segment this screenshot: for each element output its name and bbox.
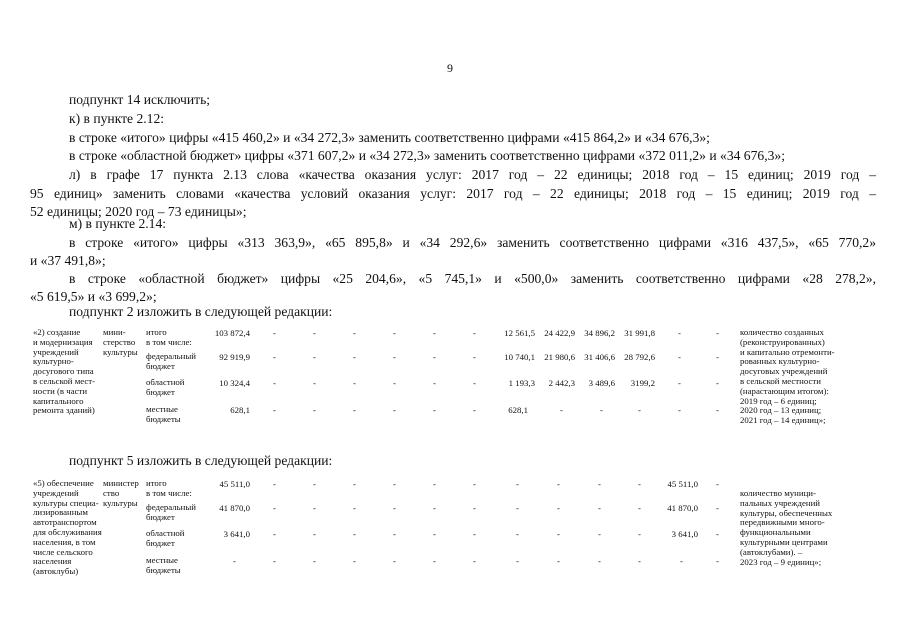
indicator-line: количество муници- [740,488,816,498]
table-2-executor-cell [103,479,143,508]
source-label-line: областной [146,528,185,538]
table-cell-dash: - [313,378,316,388]
table-cell-dash: - [678,378,681,388]
table-cell-dash: - [473,556,476,566]
paragraph: 52 единицы; 2020 год – 73 единицы»; [30,204,247,219]
table-cell-dash: - [716,529,719,539]
table-cell-dash: - [273,352,276,362]
table-cell-dash: - [557,556,560,566]
indicator-line: (нарастающим итогом): [740,385,829,396]
table-cell-dash: - [313,352,316,362]
table-cell-dash: - [433,479,436,489]
source-label-line: федеральный [146,351,196,361]
table-cell-dash: - [557,529,560,539]
table-2-total-cell: 45 511,0 [219,479,250,489]
indicator-line: 2023 год – 9 единиц»; [740,556,822,567]
page-number: 9 [447,61,453,75]
indicator-line: (автоклубами). – [740,546,803,557]
table-2-source-label [146,503,196,523]
table-cell-dash: - [273,328,276,338]
table-1-total-cell: 92 919,9 [219,352,250,362]
table-cell-dash: - [353,405,356,415]
table-cell-dash: - [638,479,641,489]
table-cell-dash: - [433,352,436,362]
table-2-indicator-cell [740,489,870,567]
table-cell-dash: - [353,503,356,513]
indicator-line: и капитально отремонти- [740,346,835,357]
table-cell-dash: - [678,328,681,338]
table-1-value-cell: 2 442,3 [548,378,575,388]
table-cell-dash: - [433,378,436,388]
indicator-line: количество созданных [740,327,824,337]
table-cell-dash: - [716,479,719,489]
table-cell-dash: - [273,378,276,388]
table-cell-dash: - [273,529,276,539]
table-cell-dash: - [516,556,519,566]
table-cell-dash: - [273,479,276,489]
table-2-source-label [146,556,181,576]
table-1-value-cell: 31 406,6 [584,352,615,362]
indicator-line: рованных культурно- [740,356,820,367]
source-label-line: областной [146,377,185,387]
paragraph: в строке «областной бюджет» цифры «25 204,6», «5 745,1» и «500,0» заменить соответственно цифрами «28 278,2», [69,271,876,286]
table-2-name-line: «5) обеспечение [33,478,94,488]
table-1-value-cell: 24 422,9 [544,328,575,338]
table-cell-dash: - [473,529,476,539]
table-1-executor-line: мини- [103,327,126,337]
table-2-value-cell: 45 511,0 [667,479,698,489]
table-cell-dash: - [638,529,641,539]
table-cell-dash: - [716,503,719,513]
table-1-name-line: и модернизация [33,336,93,347]
table-1-value-cell: - [600,405,603,415]
paragraph: 95 единиц» заменить словами «качества условий оказания услуг: 2017 год – 22 единицы; 2018 год – 15 единиц; 2019 год – [30,186,876,201]
table-2-name-line: лизированным [33,507,88,518]
source-label-line: бюджет [146,360,175,371]
paragraph: подпункт 14 исключить; [69,92,211,107]
indicator-line: 2020 год – 13 единиц; [740,405,822,416]
table-1-name-cell [33,328,103,416]
table-cell-dash: - [313,503,316,513]
table-cell-dash: - [716,328,719,338]
table-1-name-line: досугового типа [33,366,94,377]
table-2-executor-line: культуры [103,497,138,508]
table-2-executor-line: министер [103,478,139,488]
table-1-value-cell: - [638,405,641,415]
source-label-line: федеральный [146,502,196,512]
table-cell-dash: - [393,479,396,489]
indicator-line: передвижными много- [740,517,825,528]
indicator-line: 2019 год – 6 единиц; [740,395,817,406]
table-cell-dash: - [353,328,356,338]
table-cell-dash: - [393,405,396,415]
table-cell-dash: - [313,529,316,539]
table-cell-dash: - [433,328,436,338]
indicator-line: культуры, обеспеченных [740,507,833,518]
table-1-name-line: культурно- [33,356,74,367]
indicator-line: культурными центрами [740,536,828,547]
indicator-line: 2021 год – 14 единиц»; [740,415,826,426]
table-2-name-line: автотранспортом [33,517,97,528]
table-1-name-line: ности (в части [33,385,88,396]
table-2-source-label [146,479,192,499]
table-cell-dash: - [433,556,436,566]
table-2-total-cell: - [233,556,236,566]
table-cell-dash: - [598,479,601,489]
table-1-name-line: в сельской мест- [33,375,96,386]
source-label-line: итого [146,478,167,488]
table-cell-dash: - [313,405,316,415]
table-cell-dash: - [598,503,601,513]
table-1-name-line: ремонта зданий) [33,405,95,416]
paragraph: в строке «итого» цифры «415 460,2» и «34 272,3» заменить соответственно цифрами «415 864,2» и «34 676,3»; [69,130,710,145]
table-cell-dash: - [473,503,476,513]
paragraph: в строке «областной бюджет» цифры «371 607,2» и «34 272,3» заменить соответственно цифрами «372 011,2» и «34 676,3»; [69,148,785,163]
table-1-value-cell: 10 740,1 [504,352,535,362]
table-cell-dash: - [516,529,519,539]
table-cell-dash: - [557,479,560,489]
table-1-name-line: капитального [33,395,84,406]
table-cell-dash: - [516,503,519,513]
table-1-source-label [146,328,192,348]
table-2-total-cell: 41 870,0 [219,503,250,513]
table-cell-dash: - [273,405,276,415]
table-2-value-cell: 41 870,0 [667,503,698,513]
table-cell-dash: - [716,556,719,566]
table-cell-dash: - [473,378,476,388]
indicator-line: досуговых учреждений [740,366,828,377]
table-cell-dash: - [638,556,641,566]
table-1-source-label [146,405,181,425]
indicator-line: пальных учреждений [740,497,821,508]
table-1-value-cell: 34 896,2 [584,328,615,338]
table-1-value-cell: 3 489,6 [588,378,615,388]
table-2-name-line: (автоклубы) [33,566,79,577]
table-2-name-line: населения, в том [33,536,96,547]
table-cell-dash: - [393,378,396,388]
table-1-executor-cell [103,328,143,357]
table-cell-dash: - [313,556,316,566]
table-cell-dash: - [433,405,436,415]
indicator-line: в сельской местности [740,375,821,386]
indicator-line: функциональными [740,527,811,538]
table-1-name-line: учреждений [33,346,79,357]
table-1-total-cell: 103 872,4 [214,328,250,338]
paragraph: к) в пункте 2.12: [69,111,165,126]
table-cell-dash: - [473,479,476,489]
table-cell-dash: - [557,503,560,513]
table-2-name-line: населения [33,556,72,567]
table-1-value-cell: 1 193,3 [508,378,535,388]
source-label-line: в том числе: [146,336,192,347]
source-label-line: итого [146,327,167,337]
table-1-total-cell: 628,1 [230,405,250,415]
table-1-value-cell: 12 561,5 [504,328,535,338]
table-cell-dash: - [473,328,476,338]
table-1-value-cell: 628,1 [508,405,528,415]
table-2-total-cell: 3 641,0 [223,529,250,539]
table-2-value-cell: 3 641,0 [671,529,698,539]
table-cell-dash: - [598,556,601,566]
table-1-value-cell: 31 991,8 [624,328,655,338]
table-cell-dash: - [473,352,476,362]
paragraph: подпункт 2 изложить в следующей редакции: [69,304,333,319]
table-1-value-cell: 21 980,6 [544,352,575,362]
table-1-executor-line: культуры [103,346,138,357]
table-2-name-line: культуры специа- [33,497,99,508]
table-cell-dash: - [638,503,641,513]
table-cell-dash: - [716,352,719,362]
indicator-line: (реконструированных) [740,336,825,347]
table-1-value-cell: 28 792,6 [624,352,655,362]
table-cell-dash: - [716,378,719,388]
table-2-name-cell [33,479,103,577]
paragraph: в строке «итого» цифры «313 363,9», «65 895,8» и «34 292,6» заменить соответственно цифрами «316 437,5», «65 770,2» [69,235,876,250]
table-cell-dash: - [353,352,356,362]
table-2-name-line: числе сельского [33,546,93,557]
source-label-line: в том числе: [146,487,192,498]
table-2-source-label [146,529,185,549]
table-cell-dash: - [353,529,356,539]
table-1-indicator-cell [740,328,870,426]
table-cell-dash: - [353,378,356,388]
table-cell-dash: - [598,529,601,539]
table-2-name-line: для обслуживания [33,526,102,537]
table-1-source-label [146,352,196,372]
source-label-line: бюджеты [146,564,181,575]
source-label-line: бюджет [146,386,175,397]
paragraph: л) в графе 17 пункта 2.13 слова «качества оказания услуг: 2017 год – 22 единицы; 2018 год – 15 единиц; 2019 год – [69,167,876,182]
table-cell-dash: - [393,328,396,338]
table-1-executor-line: стерство [103,336,136,347]
table-cell-dash: - [313,328,316,338]
table-cell-dash: - [393,503,396,513]
table-cell-dash: - [678,405,681,415]
table-cell-dash: - [678,352,681,362]
table-cell-dash: - [393,529,396,539]
paragraph: м) в пункте 2.14: [69,216,167,231]
source-label-line: местные [146,555,178,565]
table-cell-dash: - [516,479,519,489]
source-label-line: бюджет [146,537,175,548]
table-1-total-cell: 10 324,4 [219,378,250,388]
table-cell-dash: - [433,503,436,513]
table-2-executor-line: ство [103,487,120,498]
table-cell-dash: - [353,479,356,489]
table-cell-dash: - [393,556,396,566]
source-label-line: бюджеты [146,413,181,424]
paragraph: подпункт 5 изложить в следующей редакции: [69,453,333,468]
table-1-value-cell: - [560,405,563,415]
table-1-source-label [146,378,185,398]
source-label-line: местные [146,404,178,414]
table-2-value-cell: - [680,556,683,566]
paragraph: и «37 491,8»; [30,253,106,268]
table-cell-dash: - [473,405,476,415]
table-cell-dash: - [353,556,356,566]
table-2-name-line: учреждений [33,487,79,498]
source-label-line: бюджет [146,511,175,522]
table-1-value-cell: 3199,2 [630,378,655,388]
table-cell-dash: - [433,529,436,539]
table-cell-dash: - [393,352,396,362]
table-cell-dash: - [716,405,719,415]
paragraph: «5 619,5» и «3 699,2»; [30,289,157,304]
table-cell-dash: - [273,556,276,566]
table-cell-dash: - [313,479,316,489]
table-cell-dash: - [273,503,276,513]
table-1-name-line: «2) создание [33,327,81,337]
